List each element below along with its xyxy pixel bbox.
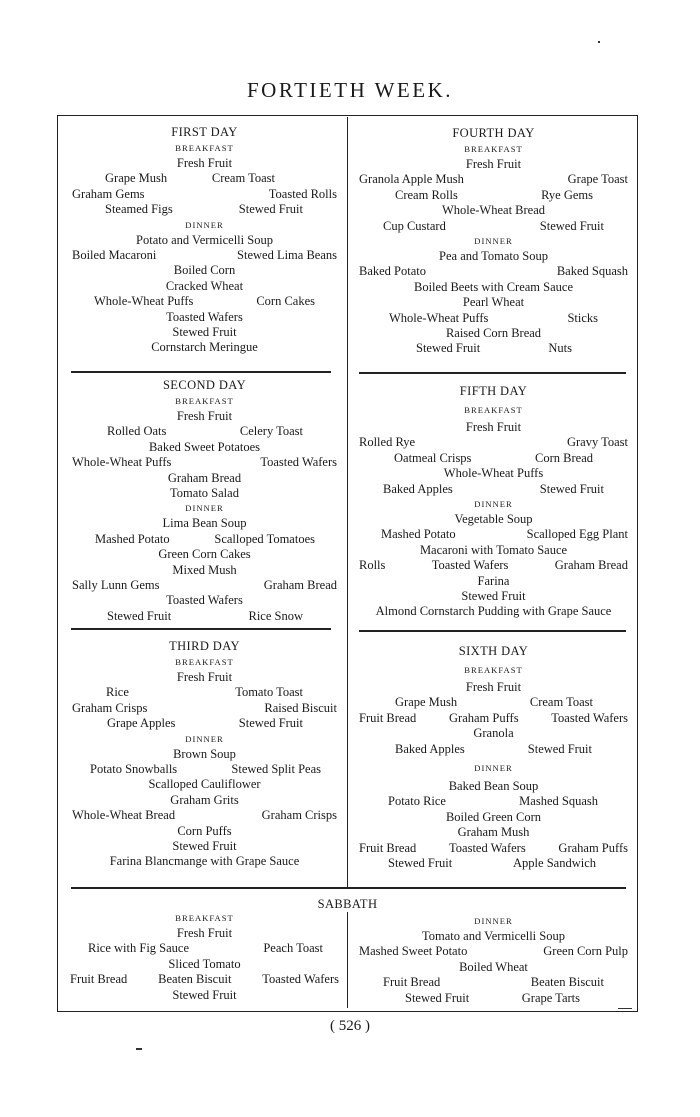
menu-row — [72, 424, 337, 439]
menu-row — [72, 670, 337, 685]
menu-item: Corn Bread — [535, 450, 593, 465]
menu-item: Green Corn Cakes — [158, 547, 251, 562]
breakfast-label: BREAKFAST — [464, 405, 523, 415]
fifth-day-menu — [359, 382, 628, 620]
dinner-label: DINNER — [185, 503, 224, 514]
menu-row — [359, 944, 628, 959]
menu-row — [359, 574, 628, 589]
menu-item: Boiled Wheat — [459, 959, 528, 974]
menu-item: Toasted Rolls — [268, 186, 337, 201]
dinner-label: DINNER — [474, 498, 513, 509]
menu-item: Stewed Fruit — [238, 202, 303, 217]
menu-item: Toasted Wafers — [551, 710, 628, 725]
menu-row — [72, 854, 337, 869]
menu-item: Graham Puffs — [449, 710, 519, 725]
menu-row — [359, 219, 628, 234]
menu-item: Raised Corn Bread — [445, 325, 542, 340]
menu-item: Fruit Bread — [70, 972, 128, 987]
menu-item: Fruit Bread — [359, 840, 417, 855]
divider-first-second — [71, 371, 331, 373]
dinner-label: DINNER — [185, 219, 224, 230]
menu-row — [72, 340, 337, 355]
menu-row — [72, 701, 337, 716]
menu-item: Apple Sandwich — [513, 855, 596, 870]
menu-item: Stewed Fruit — [416, 341, 481, 356]
menu-row — [359, 711, 628, 726]
menu-item: Fresh Fruit — [176, 926, 233, 940]
menu-item: Baked Potato — [359, 264, 427, 279]
menu-item: Farina Blancmange with Grape Sauce — [109, 854, 300, 869]
menu-row — [72, 777, 337, 792]
menu-item: Boiled Macaroni — [72, 247, 157, 262]
menu-item: Cracked Wheat — [165, 278, 244, 293]
sixth-day-menu — [359, 642, 628, 871]
menu-row — [359, 975, 628, 990]
menu-item: Graham Bread — [554, 558, 628, 573]
menu-item: Fresh Fruit — [176, 670, 233, 684]
menu-item: Green Corn Pulp — [543, 944, 628, 959]
menu-item: Fresh Fruit — [465, 680, 522, 694]
menu-row — [359, 482, 628, 497]
print-speck — [598, 41, 600, 43]
menu-item: Grape Toast — [567, 172, 628, 187]
menu-item: Stewed Fruit — [539, 481, 604, 496]
menu-item: Stewed Fruit — [527, 741, 592, 756]
menu-item: Stewed Fruit — [405, 990, 470, 1005]
menu-item: Scalloped Cauliflower — [148, 777, 261, 792]
menu-row — [359, 825, 628, 840]
menu-item: Beaten Biscuit — [530, 975, 604, 990]
menu-item: Graham Puffs — [558, 840, 628, 855]
menu-row — [72, 325, 337, 340]
menu-row — [359, 420, 628, 435]
menu-row — [359, 779, 628, 794]
menu-row — [70, 926, 339, 941]
menu-item: Rye Gems — [541, 187, 593, 202]
menu-item: Mashed Sweet Potato — [359, 944, 468, 959]
menu-row — [72, 156, 337, 171]
menu-item: Boiled Green Corn — [445, 809, 542, 824]
menu-item: Baked Squash — [556, 264, 628, 279]
menu-row — [72, 455, 337, 470]
menu-item: Rice with Fig Sauce — [88, 941, 190, 956]
menu-item: Grape Tarts — [521, 990, 580, 1005]
breakfast-label: BREAKFAST — [175, 396, 234, 406]
menu-row — [72, 471, 337, 486]
menu-item: Graham Gems — [72, 186, 145, 201]
menu-row — [72, 747, 337, 762]
menu-item: Cream Rolls — [395, 187, 458, 202]
menu-row — [72, 593, 337, 608]
sabbath-heading: SABBATH — [317, 897, 378, 911]
menu-row — [72, 263, 337, 278]
menu-item: Grape Mush — [105, 171, 168, 186]
menu-item: Stewed Fruit — [388, 855, 453, 870]
menu-row — [72, 824, 337, 839]
menu-item: Steamed Figs — [105, 202, 173, 217]
menu-row — [359, 810, 628, 825]
menu-item: Pea and Tomato Soup — [439, 248, 548, 263]
menu-item: Scalloped Tomatoes — [214, 531, 315, 546]
menu-row — [359, 311, 628, 326]
menu-row — [359, 794, 628, 809]
print-speck — [618, 1008, 632, 1009]
menu-item: Mashed Potato — [381, 527, 456, 542]
menu-item: Stewed Fruit — [172, 324, 237, 339]
dinner-label: DINNER — [474, 762, 513, 773]
menu-item: Rolled Oats — [107, 424, 167, 439]
divider-second-third — [71, 628, 331, 630]
menu-item: Celery Toast — [239, 424, 303, 439]
day-heading: FIFTH DAY — [459, 384, 528, 398]
menu-item: Stewed Split Peas — [231, 761, 321, 776]
menu-row — [359, 856, 628, 871]
menu-item: Baked Apples — [395, 741, 465, 756]
menu-item: Sliced Tomato — [168, 956, 241, 971]
menu-item: Graham Bread — [263, 577, 337, 592]
menu-row — [359, 512, 628, 527]
menu-item: Grape Apples — [107, 716, 176, 731]
menu-item: Baked Sweet Potatoes — [148, 439, 261, 454]
menu-item: Baked Bean Soup — [448, 778, 539, 793]
menu-item: Potato Rice — [388, 794, 446, 809]
menu-item: Potato Snowballs — [90, 761, 178, 776]
menu-item: Rice Snow — [248, 608, 303, 623]
menu-row — [359, 527, 628, 542]
fourth-day-menu — [359, 124, 628, 357]
menu-row — [70, 941, 339, 956]
menu-item: Macaroni with Tomato Sauce — [419, 542, 568, 557]
menu-item: Stewed Fruit — [107, 608, 172, 623]
menu-row — [72, 793, 337, 808]
menu-item: Fruit Bread — [383, 975, 441, 990]
menu-row — [72, 409, 337, 424]
menu-row — [72, 440, 337, 455]
menu-item: Cornstarch Meringue — [151, 340, 258, 355]
menu-item: Brown Soup — [173, 746, 236, 761]
menu-item: Baked Apples — [383, 481, 453, 496]
menu-item: Fresh Fruit — [465, 157, 522, 171]
menu-item: Fruit Bread — [359, 710, 417, 725]
menu-item: Gravy Toast — [566, 435, 628, 450]
menu-item: Nuts — [548, 341, 572, 356]
menu-row — [72, 171, 337, 186]
menu-item: Whole-Wheat Bread — [441, 203, 546, 218]
menu-item: Pearl Wheat — [462, 295, 525, 310]
second-day-menu — [72, 376, 337, 624]
menu-row — [72, 716, 337, 731]
menu-item: Tomato and Vermicelli Soup — [422, 929, 565, 943]
menu-item: Tomato Toast — [235, 685, 303, 700]
menu-row — [70, 957, 339, 972]
menu-item: Rice — [106, 685, 129, 700]
menu-row — [72, 609, 337, 624]
menu-item: Whole-Wheat Puffs — [389, 310, 489, 325]
menu-item: Whole-Wheat Puffs — [72, 455, 172, 470]
menu-row — [359, 991, 628, 1006]
menu-row — [359, 188, 628, 203]
menu-item: Toasted Wafers — [449, 840, 526, 855]
menu-row — [72, 578, 337, 593]
menu-row — [72, 486, 337, 501]
menu-row — [72, 808, 337, 823]
divider-fourth-fifth — [359, 372, 626, 374]
menu-item: Rolls — [359, 558, 386, 573]
menu-row — [70, 988, 339, 1003]
menu-item: Cream Toast — [529, 695, 593, 710]
menu-item: Graham Bread — [167, 470, 242, 485]
menu-item: Mashed Squash — [519, 794, 598, 809]
dinner-label: DINNER — [474, 235, 513, 246]
menu-row — [359, 589, 628, 604]
menu-item: Stewed Lima Beans — [237, 247, 337, 262]
menu-item: Mashed Potato — [95, 531, 170, 546]
menu-row — [72, 279, 337, 294]
menu-row — [359, 695, 628, 710]
menu-row — [359, 558, 628, 573]
menu-row — [359, 326, 628, 341]
menu-row — [72, 294, 337, 309]
menu-item: Granola — [473, 726, 514, 741]
menu-row — [359, 543, 628, 558]
menu-row — [359, 157, 628, 172]
page-number: ( 526 ) — [330, 1018, 370, 1034]
day-heading: FIRST DAY — [171, 125, 238, 139]
sabbath-column-divider — [347, 912, 348, 1008]
breakfast-label: BREAKFAST — [175, 657, 234, 667]
menu-item: Corn Puffs — [177, 823, 232, 838]
menu-item: Sally Lunn Gems — [72, 577, 160, 592]
sabbath-dinner-menu — [359, 914, 628, 1006]
menu-row — [70, 972, 339, 987]
column-divider — [347, 117, 348, 887]
menu-row — [72, 202, 337, 217]
menu-row — [359, 264, 628, 279]
first-day-menu — [72, 123, 337, 356]
menu-row — [359, 451, 628, 466]
menu-row — [359, 466, 628, 481]
divider-fifth-sixth — [359, 630, 626, 632]
day-heading: THIRD DAY — [169, 639, 240, 653]
day-heading: SIXTH DAY — [458, 644, 529, 658]
menu-item: Fresh Fruit — [465, 420, 522, 434]
breakfast-label: BREAKFAST — [175, 913, 234, 923]
menu-item: Vegetable Soup — [454, 511, 533, 526]
menu-item: Toasted Wafers — [431, 558, 509, 573]
menu-row — [359, 960, 628, 975]
menu-item: Stewed Fruit — [172, 987, 237, 1002]
day-heading: SECOND DAY — [162, 378, 247, 392]
menu-item: Cream Toast — [211, 171, 275, 186]
print-speck — [136, 1048, 142, 1050]
menu-item: Whole-Wheat Puffs — [94, 294, 194, 309]
menu-item: Potato and Vermicelli Soup — [136, 232, 273, 247]
third-day-menu — [72, 637, 337, 870]
menu-item: Grape Mush — [395, 695, 458, 710]
menu-item: Mixed Mush — [172, 562, 237, 577]
menu-item: Farina — [477, 573, 510, 588]
menu-item: Stewed Fruit — [461, 588, 526, 603]
menu-item: Toasted Wafers — [166, 593, 243, 608]
menu-row — [359, 929, 628, 944]
day-heading: FOURTH DAY — [452, 126, 535, 140]
menu-row — [72, 685, 337, 700]
menu-row — [359, 435, 628, 450]
menu-item: Graham Crisps — [72, 700, 148, 715]
menu-row — [359, 280, 628, 295]
menu-item: Sticks — [567, 310, 598, 325]
breakfast-label: BREAKFAST — [464, 144, 523, 154]
menu-item: Stewed Fruit — [172, 838, 237, 853]
menu-item: Toasted Wafers — [260, 455, 337, 470]
menu-row — [72, 310, 337, 325]
menu-item: Corn Cakes — [256, 294, 315, 309]
menu-row — [72, 233, 337, 248]
menu-item: Peach Toast — [263, 941, 323, 956]
menu-item: Lima Bean Soup — [162, 516, 247, 531]
menu-item: Tomato Salad — [170, 485, 239, 500]
menu-item: Fresh Fruit — [176, 409, 233, 423]
menu-item: Whole-Wheat Puffs — [443, 466, 544, 481]
menu-item: Toasted Wafers — [262, 972, 339, 987]
menu-item: Whole-Wheat Bread — [72, 808, 176, 823]
menu-row — [359, 726, 628, 741]
menu-row — [359, 295, 628, 310]
menu-item: Stewed Fruit — [238, 716, 303, 731]
menu-item: Scalloped Egg Plant — [526, 527, 628, 542]
dinner-label: DINNER — [185, 733, 224, 744]
menu-row — [359, 604, 628, 619]
menu-row — [359, 341, 628, 356]
menu-item: Beaten Biscuit — [158, 972, 232, 987]
menu-row — [359, 742, 628, 757]
menu-item: Graham Mush — [457, 825, 530, 840]
menu-item: Fresh Fruit — [176, 156, 233, 170]
breakfast-label: BREAKFAST — [175, 143, 234, 153]
menu-item: Oatmeal Crisps — [394, 450, 472, 465]
menu-item: Graham Crisps — [261, 808, 337, 823]
menu-row — [72, 563, 337, 578]
menu-item: Almond Cornstarch Pudding with Grape Sauce — [375, 604, 612, 619]
page-title: FORTIETH WEEK. — [247, 78, 453, 102]
menu-item: Graham Grits — [170, 792, 239, 807]
menu-item: Raised Biscuit — [264, 700, 337, 715]
divider-weekdays-sabbath — [71, 887, 626, 889]
menu-item: Stewed Fruit — [539, 218, 604, 233]
menu-row — [359, 172, 628, 187]
menu-item: Boiled Corn — [173, 263, 236, 278]
menu-row — [72, 839, 337, 854]
menu-row — [359, 203, 628, 218]
menu-row — [359, 249, 628, 264]
menu-item: Granola Apple Mush — [359, 172, 464, 187]
breakfast-label: BREAKFAST — [464, 665, 523, 675]
menu-row — [72, 532, 337, 547]
menu-row — [72, 187, 337, 202]
menu-row — [72, 547, 337, 562]
menu-row — [359, 680, 628, 695]
menu-row — [72, 762, 337, 777]
menu-item: Cup Custard — [383, 218, 446, 233]
dinner-label: DINNER — [474, 916, 513, 926]
menu-item: Boiled Beets with Cream Sauce — [414, 279, 573, 294]
menu-row — [72, 516, 337, 531]
menu-item: Rolled Rye — [359, 435, 416, 450]
menu-row — [359, 841, 628, 856]
menu-row — [72, 248, 337, 263]
sabbath-breakfast-menu — [70, 911, 339, 1003]
menu-item: Toasted Wafers — [166, 309, 243, 324]
